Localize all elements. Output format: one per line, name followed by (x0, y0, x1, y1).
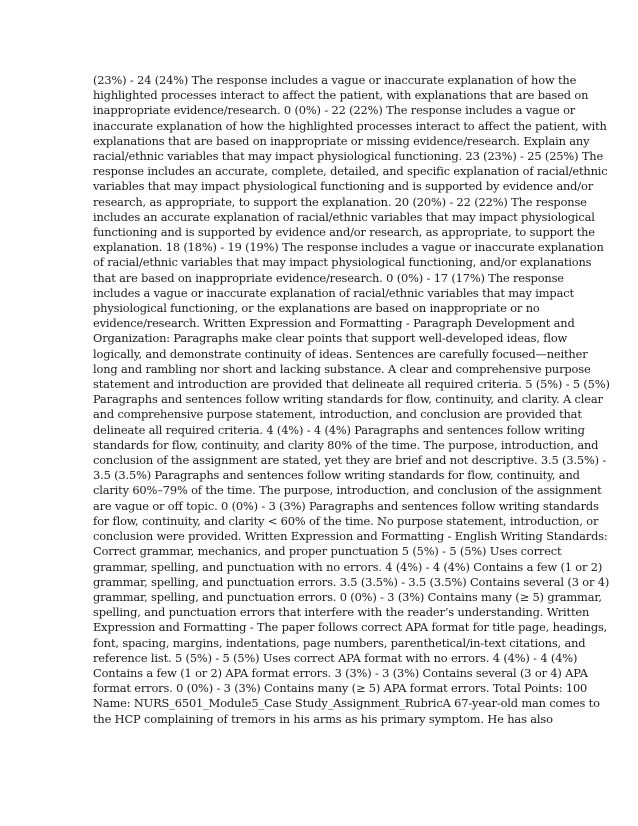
text-line: research, as appropriate, to support the explanation. 20 (20%) - 22 (22%) The response (93, 194, 587, 209)
body-text (93, 73, 610, 727)
text-line: highlighted processes interact to affect the patient, with explanations that are based on (93, 88, 589, 103)
text-line: grammar, spelling, and punctuation errors. 0 (0%) - 3 (3%) Contains many (≥ 5) grammar, (93, 589, 602, 604)
text-line: (23%) - 24 (24%) The response includes a vague or inaccurate explanation of how the (93, 73, 577, 87)
text-line: physiological functioning, or the explanations are based on inappropriate or no (93, 301, 540, 316)
text-line: for flow, continuity, and clarity < 60% of the time. No purpose statement, introduction, or (93, 513, 599, 528)
text-line: are vague or off topic. 0 (0%) - 3 (3%) Paragraphs and sentences follow writing standards (93, 498, 599, 513)
text-line: statement and introduction are provided that delineate all required criteria. 5 (5%) - 5 (5%) (93, 377, 610, 392)
text-line: evidence/research. Written Expression and Formatting - Paragraph Development and (93, 316, 575, 331)
text-line: clarity 60%–79% of the time. The purpose, introduction, and conclusion of the assignment (93, 483, 602, 498)
text-line: includes an accurate explanation of racial/ethnic variables that may impact physiological (93, 209, 595, 224)
text-line: font, spacing, margins, indentations, page numbers, parenthetical/in-text citations, and (93, 635, 586, 650)
text-line: grammar, spelling, and punctuation errors. 3.5 (3.5%) - 3.5 (3.5%) Contains several (3 or 4) (93, 574, 610, 589)
text-line: 3.5 (3.5%) Paragraphs and sentences follow writing standards for flow, continuity, and (93, 468, 580, 483)
text-line: explanations that are based on inappropriate or missing evidence/research. Explain any (93, 133, 590, 148)
text-line: Paragraphs and sentences follow writing standards for flow, continuity, and clarity. A clear (93, 392, 603, 407)
text-line: Expression and Formatting - The paper follows correct APA format for title page, headings, (93, 620, 608, 635)
text-line: that are based on inappropriate evidence/research. 0 (0%) - 17 (17%) The response (93, 270, 564, 285)
text-line: Contains a few (1 or 2) APA format errors. 3 (3%) - 3 (3%) Contains several (3 or 4) APA (93, 665, 588, 680)
text-line: inappropriate evidence/research. 0 (0%) - 22 (22%) The response includes a vague or (93, 103, 576, 118)
text-line: grammar, spelling, and punctuation with no errors. 4 (4%) - 4 (4%) Contains a few (1 or 2) (93, 559, 603, 574)
text-line: Organization: Paragraphs make clear points that support well-developed ideas, flow (93, 331, 568, 346)
text-line: long and rambling nor short and lacking substance. A clear and comprehensive purpose (93, 361, 591, 376)
text-line: Correct grammar, mechanics, and proper punctuation 5 (5%) - 5 (5%) Uses correct (93, 544, 562, 559)
text-line: conclusion of the assignment are stated, yet they are brief and not descriptive. 3.5 (3.5%) - (93, 453, 607, 468)
text-line: response includes an accurate, complete, detailed, and specific explanation of racial/ethnic (93, 164, 608, 179)
text-line: explanation. 18 (18%) - 19 (19%) The response includes a vague or inaccurate explanation (93, 240, 604, 255)
text-line: includes a vague or inaccurate explanation of racial/ethnic variables that may impact (93, 285, 574, 300)
text-line: spelling, and punctuation errors that interfere with the reader’s understanding. Written (93, 605, 590, 620)
text-line: reference list. 5 (5%) - 5 (5%) Uses correct APA format with no errors. 4 (4%) - 4 (4%) (93, 650, 578, 665)
text-line: conclusion were provided. Written Expression and Formatting - English Writing Standards: (93, 529, 608, 544)
text-line: delineate all required criteria. 4 (4%) - 4 (4%) Paragraphs and sentences follow writing (93, 422, 585, 437)
text-line: of racial/ethnic variables that may impact physiological functioning, and/or explanations (93, 255, 592, 270)
text-line: inaccurate explanation of how the highlighted processes interact to affect the patient, with (93, 118, 607, 133)
text-line: standards for flow, continuity, and clarity 80% of the time. The purpose, introduction, and (93, 437, 599, 452)
text-line: format errors. 0 (0%) - 3 (3%) Contains many (≥ 5) APA format errors. Total Points: 100 (93, 681, 588, 696)
text-line: logically, and demonstrate continuity of ideas. Sentences are carefully focused—neither (93, 346, 588, 361)
text-line: variables that may impact physiological functioning and is supported by evidence and/or (93, 179, 593, 194)
text-line: Name: NURS_6501_Module5_Case Study_Assignment_RubricA 67-year-old man comes to (93, 696, 600, 711)
text-line: functioning and is supported by evidence and/or research, as appropriate, to support the (93, 225, 595, 240)
text-line: the HCP complaining of tremors in his arms as his primary symptom. He has also (93, 711, 553, 726)
text-line: and comprehensive purpose statement, introduction, and conclusion are provided that (93, 407, 582, 422)
text-line: racial/ethnic variables that may impact physiological functioning. 23 (23%) - 25 (25%) The (93, 149, 604, 164)
